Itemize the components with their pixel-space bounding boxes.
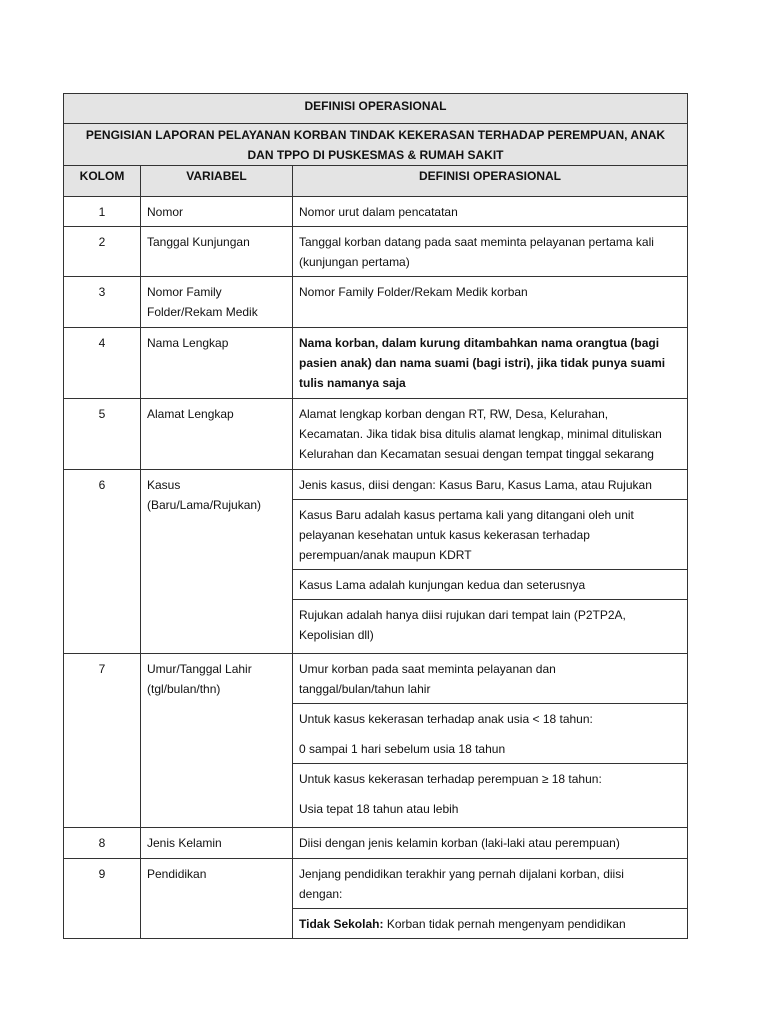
variable-line: Kasus bbox=[147, 478, 181, 492]
variable-line: Tanggal Kunjungan bbox=[147, 235, 250, 249]
definition-stack bbox=[293, 227, 687, 276]
definition-part bbox=[293, 227, 687, 276]
row-number: 7 bbox=[98, 662, 106, 676]
definition-line: (kunjungan pertama) bbox=[299, 255, 410, 269]
variable-name bbox=[141, 859, 292, 888]
row-number-cell bbox=[64, 470, 141, 654]
subtitle-row bbox=[64, 124, 688, 166]
variable-name bbox=[141, 654, 292, 703]
definition-stack bbox=[293, 654, 687, 823]
row-number-cell bbox=[64, 197, 141, 227]
row-number: 8 bbox=[98, 836, 106, 850]
variable-name bbox=[141, 197, 292, 226]
variable-line: Nomor bbox=[147, 205, 184, 219]
subtitle-line-2: DAN TPPO DI PUSKESMAS & RUMAH SAKIT bbox=[247, 148, 504, 162]
definition-part bbox=[293, 277, 687, 306]
definition-line: Nomor urut dalam pencatatan bbox=[299, 205, 458, 219]
definition-cell bbox=[293, 399, 688, 470]
definition-part bbox=[293, 569, 687, 599]
definition-cell bbox=[293, 227, 688, 277]
table-title: DEFINISI OPERASIONAL bbox=[304, 99, 447, 113]
table-row bbox=[64, 654, 688, 828]
definition-cell bbox=[293, 470, 688, 654]
variable-cell bbox=[141, 197, 293, 227]
variable-line: (tgl/bulan/thn) bbox=[147, 682, 221, 696]
row-number-cell bbox=[64, 277, 141, 328]
definition-line: pelayanan kesehatan untuk kasus kekerasan terhadap bbox=[299, 528, 590, 542]
definition-line: perempuan/anak maupun KDRT bbox=[299, 548, 472, 562]
variable-line: Pendidikan bbox=[147, 867, 207, 881]
definition-line: tanggal/bulan/tahun lahir bbox=[299, 682, 431, 696]
column-header-row bbox=[64, 166, 688, 197]
definition-rest: Korban tidak pernah mengenyam pendidikan bbox=[383, 917, 626, 931]
variable-cell bbox=[141, 828, 293, 859]
definition-cell bbox=[293, 197, 688, 227]
definition-line: Kepolisian dll) bbox=[299, 628, 374, 642]
row-number: 4 bbox=[98, 336, 106, 350]
row-number-cell bbox=[64, 227, 141, 277]
definition-stack bbox=[293, 470, 687, 649]
definition-line: Kasus Lama adalah kunjungan kedua dan seterusnya bbox=[299, 578, 586, 592]
table-row bbox=[64, 828, 688, 859]
row-number: 3 bbox=[98, 285, 106, 299]
definition-line: Kelurahan dan Kecamatan sesuai dengan tempat tinggal sekarang bbox=[299, 447, 654, 461]
definition-part bbox=[293, 328, 687, 397]
definition-part bbox=[293, 654, 687, 703]
definition-line: Umur korban pada saat meminta pelayanan dan bbox=[299, 662, 556, 676]
variable-line: Folder/Rekam Medik bbox=[147, 305, 258, 319]
definition-line: Kecamatan. Jika tidak bisa ditulis alamat lengkap, minimal dituliskan bbox=[299, 427, 662, 441]
definition-table bbox=[63, 93, 688, 939]
definition-line: Nomor Family Folder/Rekam Medik korban bbox=[299, 285, 528, 299]
variable-name bbox=[141, 470, 292, 519]
definition-stack bbox=[293, 277, 687, 306]
definition-cell bbox=[293, 654, 688, 828]
definition-part bbox=[293, 470, 687, 499]
variable-name bbox=[141, 277, 292, 326]
table-body bbox=[64, 197, 688, 939]
row-number-cell bbox=[64, 328, 141, 399]
definition-paragraph: 0 sampai 1 hari sebelum usia 18 tahun bbox=[299, 742, 506, 756]
row-number-cell bbox=[64, 654, 141, 828]
definition-stack bbox=[293, 859, 687, 938]
definition-part bbox=[293, 499, 687, 569]
row-number: 6 bbox=[98, 478, 106, 492]
column-header-variabel: VARIABEL bbox=[141, 166, 293, 197]
definition-part bbox=[293, 599, 687, 649]
definition-line: Jenjang pendidikan terakhir yang pernah dijalani korban, diisi bbox=[299, 867, 624, 881]
definition-line: Tanggal korban datang pada saat meminta pelayanan pertama kali bbox=[299, 235, 654, 249]
row-number: 5 bbox=[98, 407, 106, 421]
variable-cell bbox=[141, 859, 293, 939]
definition-cell bbox=[293, 828, 688, 859]
definition-stack bbox=[293, 328, 687, 397]
table-row bbox=[64, 399, 688, 470]
table-row bbox=[64, 328, 688, 399]
definition-line: tulis namanya saja bbox=[299, 376, 406, 390]
variable-cell bbox=[141, 277, 293, 328]
row-number: 1 bbox=[98, 205, 106, 219]
definition-stack bbox=[293, 197, 687, 226]
column-header-kolom: KOLOM bbox=[64, 166, 141, 197]
variable-cell bbox=[141, 328, 293, 399]
definition-cell bbox=[293, 859, 688, 939]
definition-part bbox=[293, 197, 687, 226]
column-header-definisi: DEFINISI OPERASIONAL bbox=[293, 166, 688, 197]
variable-cell bbox=[141, 654, 293, 828]
definition-paragraph: Untuk kasus kekerasan terhadap anak usia < 18 tahun: bbox=[299, 712, 593, 726]
definition-line: Alamat lengkap korban dengan RT, RW, Desa, Kelurahan, bbox=[299, 407, 609, 421]
definition-cell bbox=[293, 328, 688, 399]
row-number-cell bbox=[64, 859, 141, 939]
row-number-cell bbox=[64, 399, 141, 470]
definition-line: Diisi dengan jenis kelamin korban (laki-laki atau perempuan) bbox=[299, 836, 620, 850]
definition-lead: Tidak Sekolah: bbox=[299, 917, 384, 931]
variable-cell bbox=[141, 470, 293, 654]
definition-part bbox=[293, 703, 687, 763]
definition-line: Kasus Baru adalah kasus pertama kali yang ditangani oleh unit bbox=[299, 508, 634, 522]
definition-part bbox=[293, 828, 687, 857]
variable-line: Alamat Lengkap bbox=[147, 407, 234, 421]
table-row bbox=[64, 859, 688, 939]
variable-name bbox=[141, 328, 292, 357]
definition-paragraph: Untuk kasus kekerasan terhadap perempuan ≥ 18 tahun: bbox=[299, 772, 602, 786]
variable-name bbox=[141, 828, 292, 857]
variable-line: Nama Lengkap bbox=[147, 336, 229, 350]
variable-cell bbox=[141, 399, 293, 470]
table-row bbox=[64, 470, 688, 654]
subtitle-line-1: PENGISIAN LAPORAN PELAYANAN KORBAN TINDAK KEKERASAN TERHADAP PEREMPUAN, ANAK bbox=[85, 128, 666, 142]
definition-part bbox=[293, 908, 687, 938]
definition-line: Nama korban, dalam kurung ditambahkan nama orangtua (bagi bbox=[299, 336, 660, 350]
variable-name bbox=[141, 399, 292, 428]
row-number-cell bbox=[64, 828, 141, 859]
table-row bbox=[64, 197, 688, 227]
variable-line: Jenis Kelamin bbox=[147, 836, 222, 850]
row-number: 2 bbox=[98, 235, 106, 249]
definition-part bbox=[293, 763, 687, 823]
table-subtitle bbox=[64, 124, 687, 165]
definition-stack bbox=[293, 828, 687, 857]
title-row bbox=[64, 94, 688, 124]
variable-name bbox=[141, 227, 292, 256]
definition-cell bbox=[293, 277, 688, 328]
definition-line: Rujukan adalah hanya diisi rujukan dari tempat lain (P2TP2A, bbox=[299, 608, 626, 622]
variable-line: (Baru/Lama/Rujukan) bbox=[147, 498, 262, 512]
definition-stack bbox=[293, 399, 687, 468]
definition-paragraph: Usia tepat 18 tahun atau lebih bbox=[299, 802, 459, 816]
definition-line: Jenis kasus, diisi dengan: Kasus Baru, Kasus Lama, atau Rujukan bbox=[299, 478, 652, 492]
variable-line: Nomor Family bbox=[147, 285, 222, 299]
variable-cell bbox=[141, 227, 293, 277]
variable-line: Umur/Tanggal Lahir bbox=[147, 662, 252, 676]
definition-part bbox=[293, 859, 687, 908]
definition-line: dengan: bbox=[299, 887, 343, 901]
definition-part bbox=[293, 399, 687, 468]
definition-line: pasien anak) dan nama suami (bagi istri), jika tidak punya suami bbox=[299, 356, 666, 370]
table-row bbox=[64, 227, 688, 277]
row-number: 9 bbox=[98, 867, 106, 881]
table-row bbox=[64, 277, 688, 328]
